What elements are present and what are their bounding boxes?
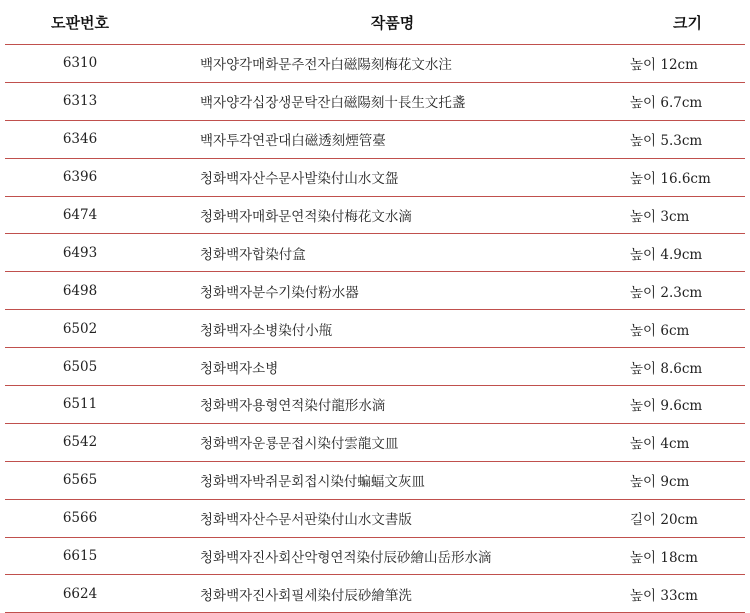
table-row [5, 45, 745, 83]
size-cell: 높이 6.7cm [630, 95, 703, 112]
artwork-name-cell: 청화백자소병 [200, 360, 279, 377]
plate-number-cell: 6542 [62, 434, 98, 451]
plate-number-cell: 6396 [62, 169, 98, 186]
size-cell: 높이 2.3cm [630, 284, 703, 301]
plate-number-cell: 6615 [62, 548, 98, 565]
table-row [5, 575, 745, 613]
size-cell: 길이 20cm [630, 512, 698, 529]
table-row [5, 500, 745, 538]
plate-number-cell: 6474 [62, 207, 98, 223]
table-row [5, 462, 745, 500]
table-row [5, 121, 745, 159]
header-plate-number: 도판번호 [51, 13, 109, 32]
header-artwork-name: 작품명 [370, 13, 415, 32]
artwork-name-cell: 청화백자합染付盒 [200, 246, 306, 263]
artwork-name-cell: 청화백자매화문연적染付梅花文水滴 [200, 209, 412, 225]
artwork-name-cell: 청화백자박쥐문회접시染付蝙蝠文灰皿 [200, 474, 425, 491]
table-header [5, 0, 745, 45]
plate-number-cell: 6566 [62, 510, 98, 527]
size-cell: 높이 9cm [630, 474, 690, 491]
plate-number-cell: 6511 [62, 396, 98, 413]
plate-number-cell: 6565 [62, 472, 98, 489]
plate-number-cell: 6502 [62, 320, 98, 337]
size-cell: 높이 6cm [630, 322, 690, 339]
table-row [5, 424, 745, 462]
artwork-name-cell: 청화백자산수문사발染付山水文盌 [200, 171, 399, 188]
artwork-name-cell: 백자투각연관대白磁透刻煙管臺 [200, 133, 386, 150]
table-row [5, 159, 745, 197]
table-row [5, 234, 745, 272]
size-cell: 높이 3cm [630, 209, 690, 225]
size-cell: 높이 16.6cm [630, 171, 711, 188]
size-cell: 높이 8.6cm [630, 360, 703, 377]
size-cell: 높이 12cm [630, 57, 698, 74]
size-cell: 높이 4cm [630, 436, 690, 453]
header-size: 크기 [673, 13, 702, 32]
plate-number-cell: 6313 [62, 93, 98, 110]
size-cell: 높이 4.9cm [630, 246, 703, 263]
artwork-name-cell: 백자양각십장생문탁잔白磁陽刻十長生文托盞 [200, 95, 466, 112]
table-row [5, 348, 745, 386]
artwork-name-cell: 청화백자진사회필세染付辰砂繪筆洗 [200, 587, 412, 604]
table-body [5, 45, 745, 613]
table-row [5, 386, 745, 424]
artwork-name-cell: 청화백자운룡문접시染付雲龍文皿 [200, 436, 399, 453]
artwork-name-cell: 청화백자소병染付小甁 [200, 322, 333, 339]
table-row [5, 272, 745, 310]
table-row [5, 197, 745, 235]
table-row [5, 538, 745, 576]
artwork-name-cell: 청화백자산수문서판染付山水文書版 [200, 512, 412, 529]
size-cell: 높이 9.6cm [630, 398, 703, 415]
plate-number-cell: 6493 [62, 244, 98, 261]
artwork-table [5, 0, 745, 613]
table-row [5, 310, 745, 348]
plate-number-cell: 6346 [62, 131, 98, 148]
artwork-name-cell: 청화백자진사회산악형연적染付辰砂繪山岳形水滴 [200, 550, 492, 567]
table-row [5, 83, 745, 121]
size-cell: 높이 5.3cm [630, 133, 703, 150]
size-cell: 높이 33cm [630, 587, 698, 604]
artwork-name-cell: 청화백자분수기染付粉水器 [200, 284, 359, 301]
plate-number-cell: 6498 [62, 282, 98, 299]
plate-number-cell: 6310 [62, 55, 98, 72]
plate-number-cell: 6505 [62, 358, 98, 375]
size-cell: 높이 18cm [630, 550, 698, 567]
plate-number-cell: 6624 [62, 585, 98, 602]
artwork-name-cell: 백자양각매화문주전자白磁陽刻梅花文水注 [200, 57, 452, 74]
artwork-name-cell: 청화백자용형연적染付龍形水滴 [200, 398, 386, 415]
